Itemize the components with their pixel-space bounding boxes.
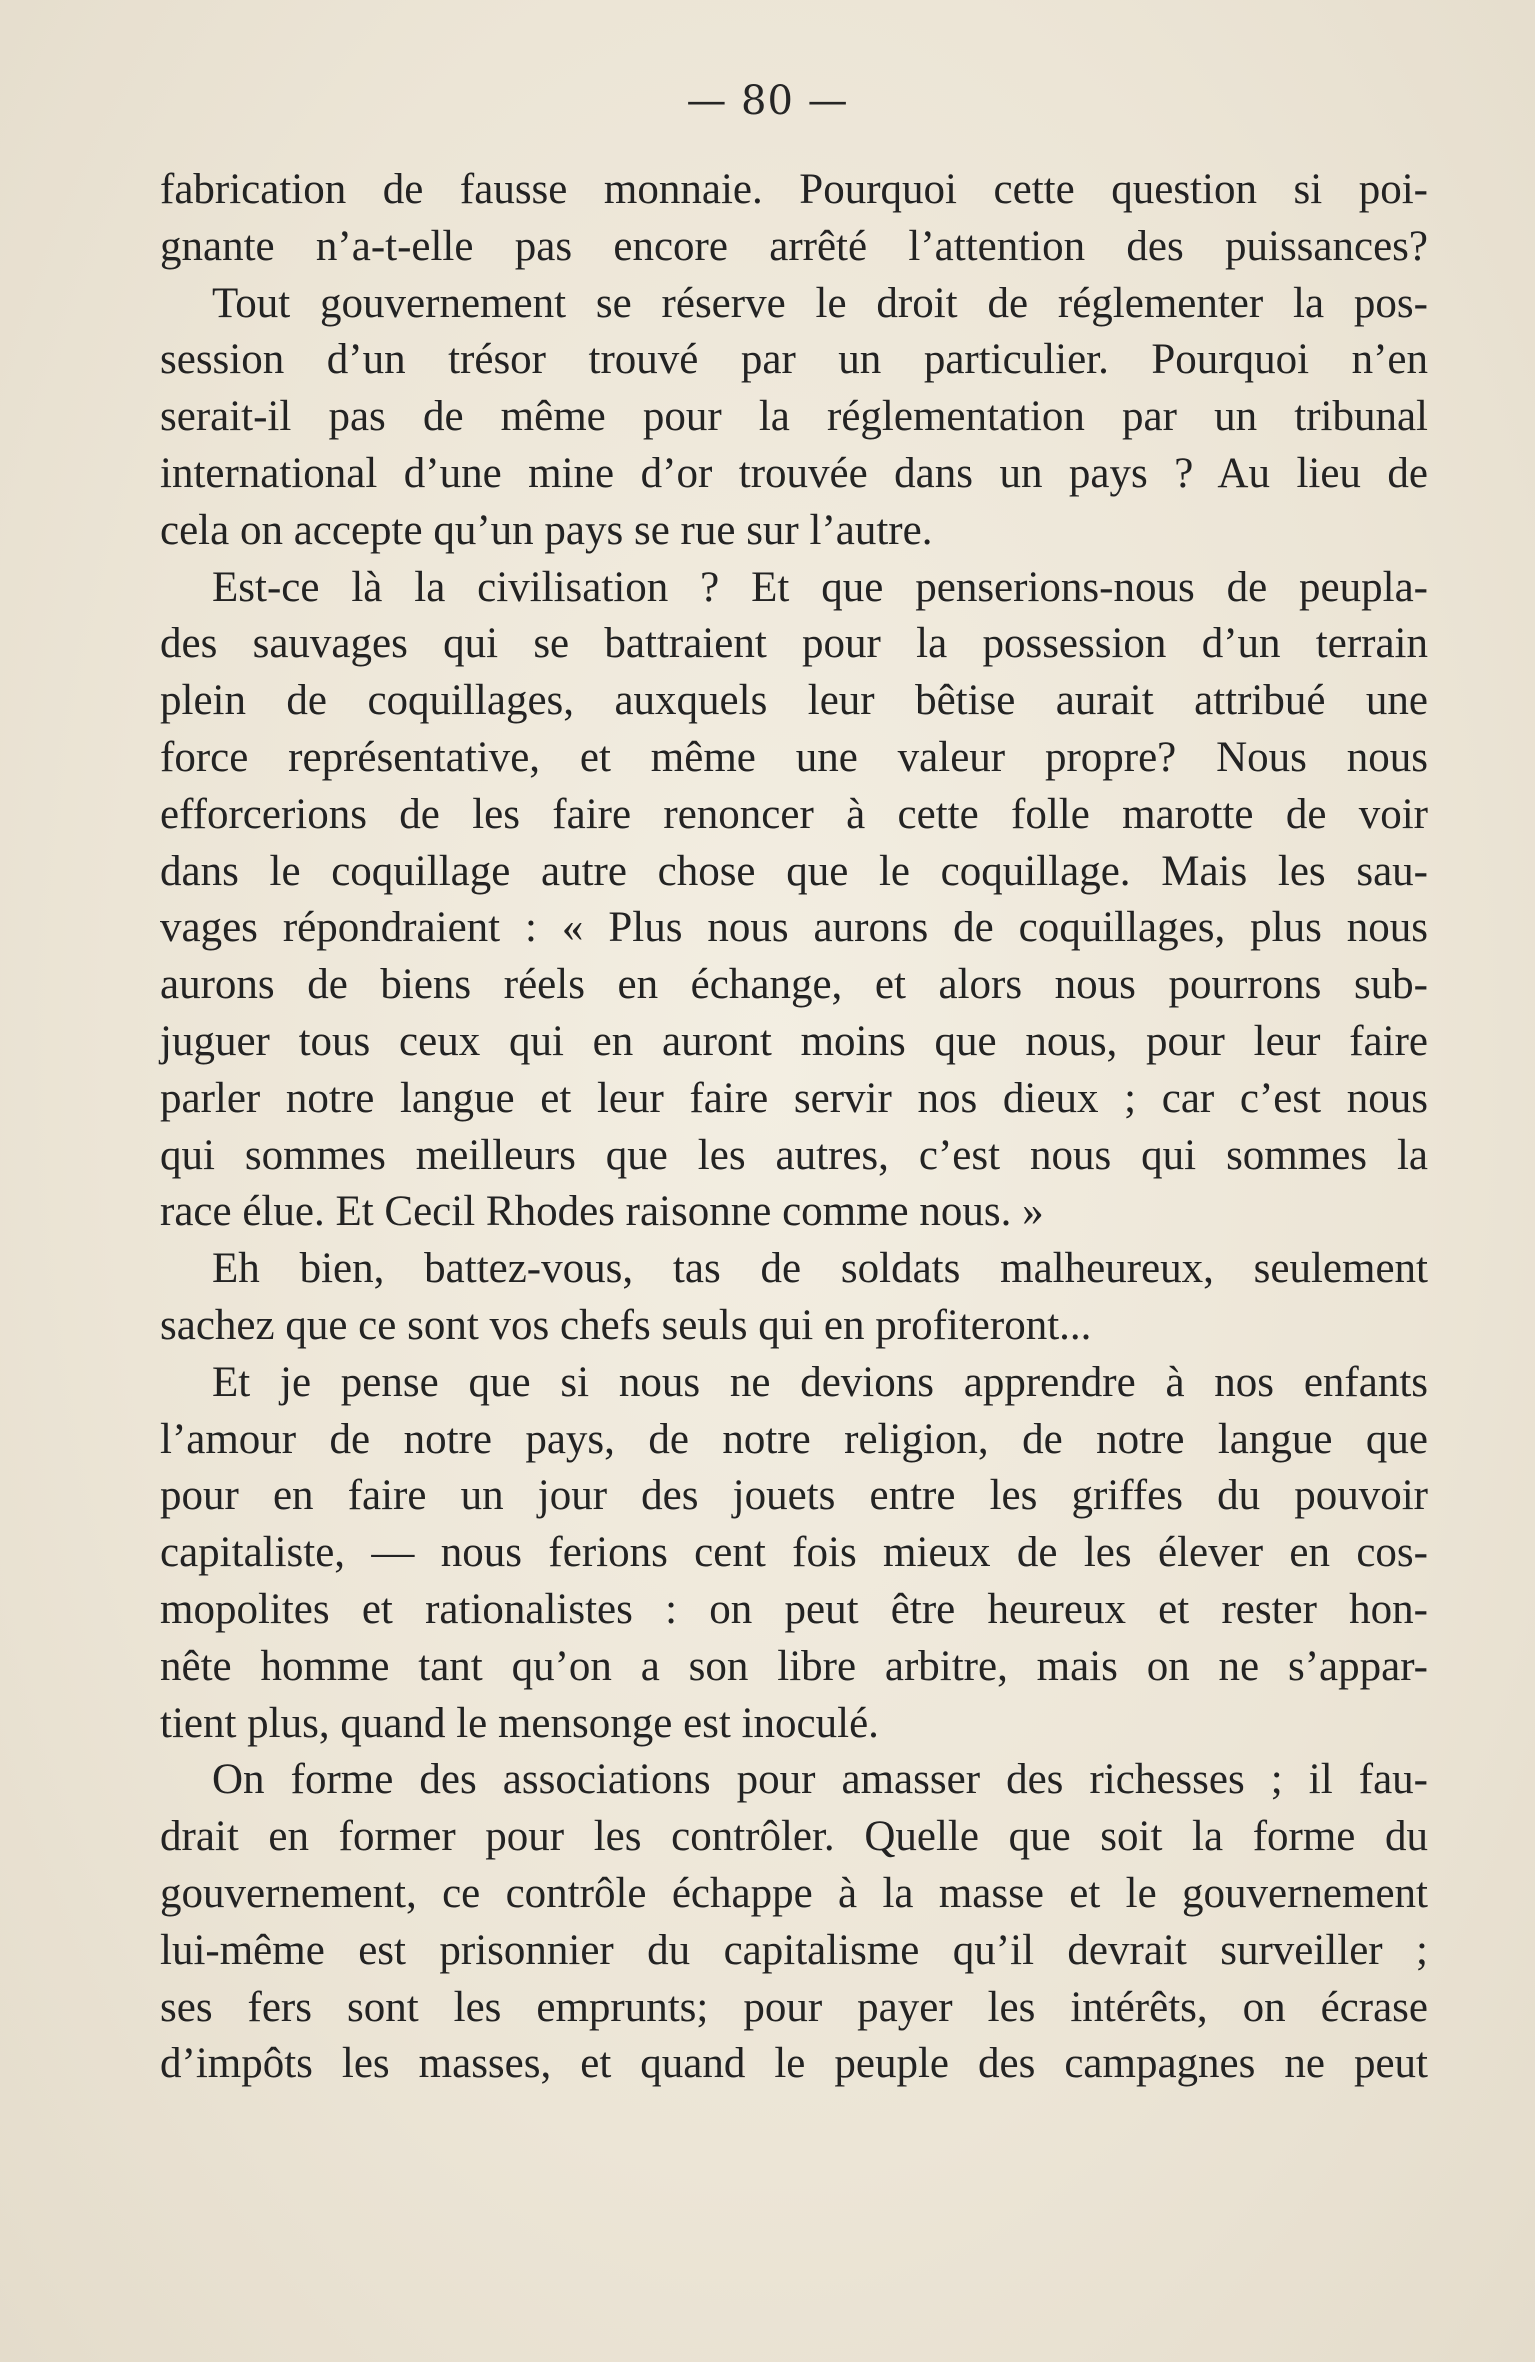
text-line: On forme des associations pour amasser des richesses ; il fau-	[212, 1756, 1428, 1804]
body-text	[160, 162, 1428, 2093]
text-line: qui sommes meilleurs que les autres, c’est nous qui sommes la	[160, 1131, 1428, 1179]
text-line: vages répondraient : « Plus nous aurons de coquillages, plus nous	[160, 904, 1428, 952]
text-line: serait-il pas de même pour la réglementation par un tribunal	[160, 393, 1428, 441]
text-line: international d’une mine d’or trouvée dans un pays ? Au lieu de	[160, 449, 1428, 497]
text-line: d’impôts les masses, et quand le peuple des campagnes ne peut	[160, 2040, 1428, 2088]
text-line: session d’un trésor trouvé par un particulier. Pourquoi n’en	[160, 336, 1428, 384]
text-line: dans le coquillage autre chose que le coquillage. Mais les sau-	[160, 847, 1428, 895]
text-line: fabrication de fausse monnaie. Pourquoi cette question si poi-	[160, 166, 1428, 213]
text-line: Eh bien, battez-vous, tas de soldats malheureux, seulement	[212, 1245, 1428, 1293]
text-line: drait en former pour les contrôler. Quelle que soit la forme du	[160, 1813, 1428, 1861]
text-line: parler notre langue et leur faire servir nos dieux ; car c’est nous	[160, 1074, 1428, 1122]
text-line: plein de coquillages, auxquels leur bêtise aurait attribué une	[160, 677, 1428, 725]
text-line: gouvernement, ce contrôle échappe à la masse et le gouvernement	[160, 1869, 1428, 1917]
text-line: cela on accepte qu’un pays se rue sur l’autre.	[160, 506, 933, 554]
text-line: ses fers sont les emprunts; pour payer les intérêts, on écrase	[160, 1983, 1428, 2031]
text-line: juguer tous ceux qui en auront moins que nous, pour leur faire	[160, 1017, 1428, 1065]
text-line: force représentative, et même une valeur propre? Nous nous	[160, 733, 1428, 781]
text-line: mopolites et rationalistes : on peut être heureux et rester hon-	[160, 1585, 1428, 1633]
text-line: capitaliste, — nous ferions cent fois mieux de les élever en cos-	[160, 1529, 1428, 1577]
text-line: pour en faire un jour des jouets entre les griffes du pouvoir	[160, 1472, 1428, 1520]
text-line: des sauvages qui se battraient pour la possession d’un terrain	[160, 620, 1428, 668]
text-line: tient plus, quand le mensonge est inoculé.	[160, 1699, 879, 1747]
text-line: aurons de biens réels en échange, et alors nous pourrons sub-	[160, 961, 1428, 1009]
text-line: Et je pense que si nous ne devions apprendre à nos enfants	[212, 1358, 1428, 1406]
text-line: nête homme tant qu’on a son libre arbitre, mais on ne s’appar-	[160, 1642, 1428, 1690]
text-line: gnante n’a-t-elle pas encore arrêté l’attention des puissances?	[160, 222, 1428, 270]
text-line: efforcerions de les faire renoncer à cette folle marotte de voir	[160, 790, 1428, 838]
text-line: Est-ce là la civilisation ? Et que penserions-nous de peupla-	[212, 563, 1428, 611]
text-line: race élue. Et Cecil Rhodes raisonne comme nous. »	[160, 1188, 1044, 1236]
text-line: Tout gouvernement se réserve le droit de réglementer la pos-	[212, 279, 1428, 327]
page-number: — 80 —	[686, 78, 849, 124]
text-line: l’amour de notre pays, de notre religion, de notre langue que	[160, 1415, 1428, 1463]
text-line: lui-même est prisonnier du capitalisme qu’il devrait surveiller ;	[160, 1926, 1428, 1974]
text-line: sachez que ce sont vos chefs seuls qui en profiteront...	[160, 1301, 1092, 1349]
